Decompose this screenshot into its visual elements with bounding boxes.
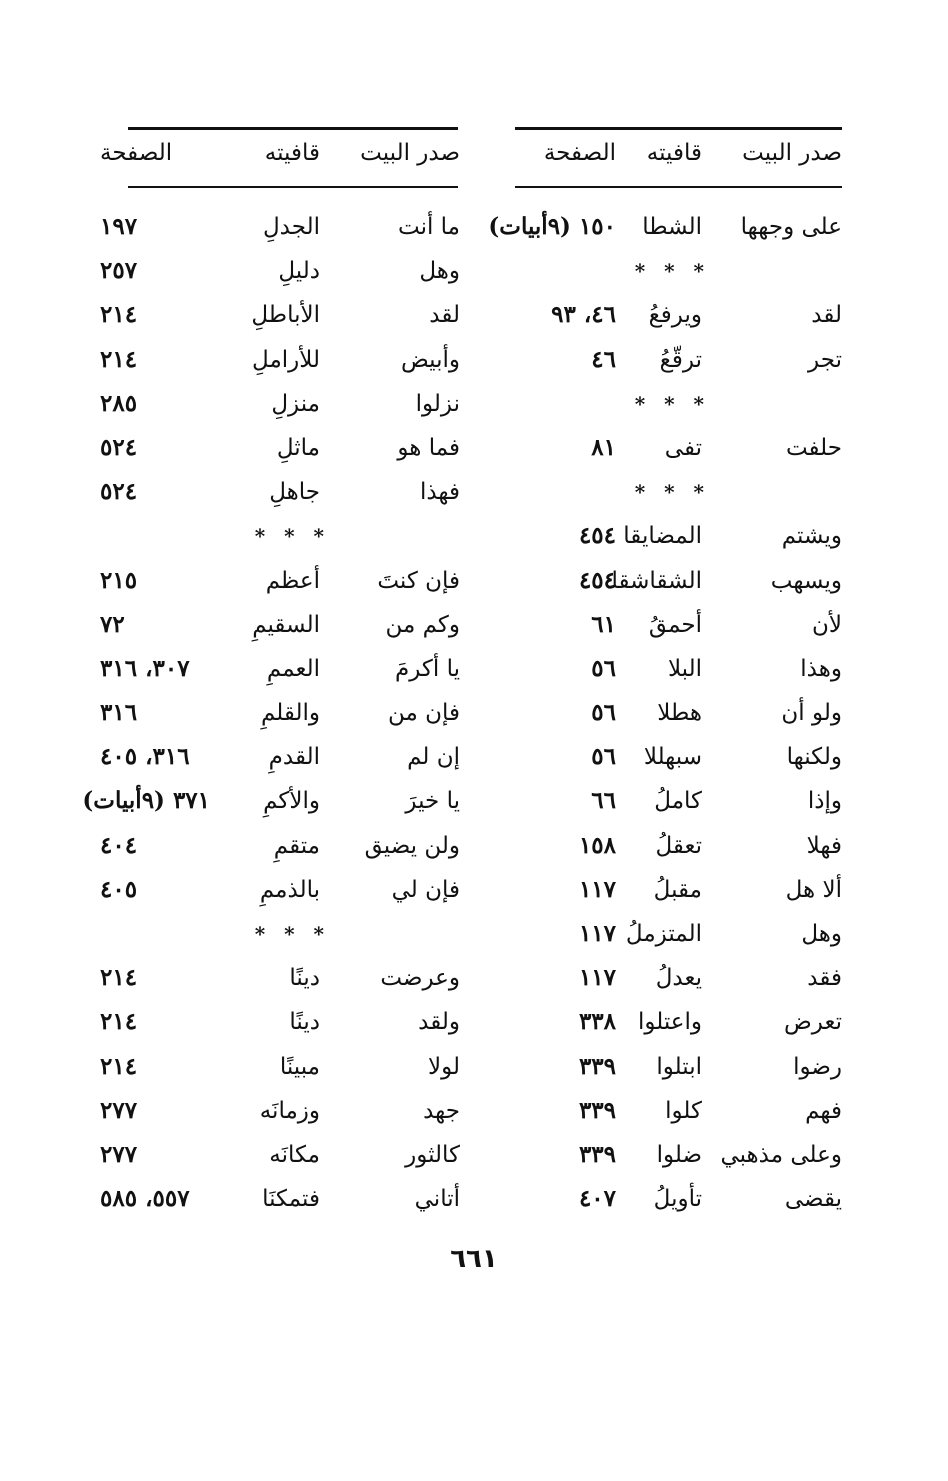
header-bottom-rule [515,186,842,188]
page-ref: ٢٥٧ [100,257,138,285]
page-ref: ١١٧ [578,964,616,992]
table-row [100,387,460,431]
separator-stars: * * * [634,480,710,505]
verse-start: ولكنها [786,744,842,771]
table-row [100,1138,460,1182]
table-row [100,564,460,608]
left-rows [82,210,460,1226]
verse-start: فما هو [397,434,460,461]
verse-start: وإذا [807,788,842,815]
table-row [500,608,850,652]
header-top-rule [128,127,458,130]
verse-start: ولقد [418,1009,460,1036]
page-ref: ٥٦ [591,654,616,682]
verse-start: إن لم [407,744,460,771]
verse-start: ويشتم [781,523,842,550]
table-row [100,1094,460,1138]
table-row [100,1050,460,1094]
rhyme: المتزملُ [625,921,702,947]
page-ref: ٥٢٤ [100,433,138,461]
rhyme: تأويلُ [653,1186,702,1213]
page-ref: ٢١٤ [100,345,138,373]
verse-start: لقد [429,302,460,329]
rhyme: جاهلِ [269,479,320,506]
table-row [100,740,460,784]
page-number: ٦٦١ [450,1244,498,1274]
verse-start: فقد [807,965,842,992]
rhyme: ماثلِ [276,434,320,461]
verse-start: ولن يضيق [364,832,460,859]
rhyme: هطلا [657,700,702,727]
table-row [100,431,460,475]
rhyme: أحمقُ [648,611,702,638]
rhyme: ترقّعُ [659,346,702,373]
page-ref: ٤٥٤ [578,522,616,550]
verse-start: لأن [811,611,842,638]
table-row [500,873,850,917]
rhyme: دينًا [289,965,320,992]
verse-start: يقضى [784,1186,842,1213]
page-ref: ٣١٦، ٤٠٥ [100,743,190,771]
rhyme: يعدلُ [655,965,702,992]
table-row [500,829,850,873]
right-rows [488,210,850,1226]
verse-start: على وجهها [740,214,842,240]
page-ref: ٨١ [591,433,616,461]
table-row [100,961,460,1005]
verse-start: وهذا [800,655,842,682]
page-ref: ١٩٧ [100,213,138,240]
rhyme: كاملُ [654,788,702,815]
rhyme: الشطا [642,214,702,240]
verse-start: وعلى مذهبي [720,1141,842,1168]
header-page: الصفحة [543,140,616,166]
verse-start: وعرضت [380,965,460,992]
table-row [100,1182,460,1226]
left-header [100,136,460,172]
verse-start: وأبيض [400,346,460,373]
page-ref: ٥٢٤ [100,478,138,506]
page-ref: ١٥٨ [578,831,616,859]
page-ref: ٥٦ [591,699,616,727]
rhyme: دينًا [289,1009,320,1036]
table-row [500,961,850,1005]
table-row [500,1094,850,1138]
rhyme: ضلوا [656,1141,702,1168]
page-ref: ٤٠٧ [578,1185,616,1213]
verse-start: فإن لي [391,876,460,903]
page-ref: ٣٣٩ [578,1052,616,1080]
page-ref: ٢١٤ [100,1008,138,1036]
rhyme: أعظم [265,567,320,594]
page-ref: ٢١٤ [100,1052,138,1080]
verse-start: لولا [427,1053,460,1080]
verse-start: ألا هل [785,876,842,903]
verse-start: فإن من [387,700,460,727]
table-row [100,210,460,254]
separator-stars: * * * [634,259,710,284]
rhyme: المضايقا [623,523,702,550]
table-row [500,1182,850,1226]
table-row [500,696,850,740]
table-row [500,298,850,342]
header-bottom-rule [128,186,458,188]
table-row [488,210,850,254]
page-ref: ٦١ [591,610,616,638]
section-separator [115,519,460,563]
table-row [500,917,850,961]
verse-start: أتاني [414,1186,460,1213]
verse-start: يا خيرَ [405,788,460,815]
header-rhyme: قافيته [646,140,702,166]
rhyme: والأكمِ [263,788,320,815]
verse-start: ويسهب [770,567,842,594]
section-separator [500,387,850,431]
verse-start: وهل [419,258,460,285]
page-ref: ٢٨٥ [100,389,138,417]
page-ref: ٦٦ [591,787,616,815]
verse-start: يا أكرمَ [395,655,460,682]
rhyme: تعقلُ [655,832,702,859]
verse-start: فهم [805,1097,842,1124]
verse-start: فهذا [419,479,460,506]
verse-start: لقد [811,302,842,329]
page-ref: ٤٦ [591,345,616,373]
table-row [500,519,850,563]
section-separator [500,254,850,298]
verse-start: تعرض [784,1009,842,1036]
rhyme: مقبلُ [653,876,702,903]
rhyme: للأراملِ [252,346,320,373]
rhyme: منزلِ [271,390,320,417]
rhyme: بالذممِ [259,876,320,903]
rhyme: العممِ [266,655,320,682]
table-row [100,652,460,696]
left-column [82,0,460,1300]
table-row [500,431,850,475]
rhyme: واعتلوا [637,1009,702,1036]
header-verse-start: صدر البيت [742,140,842,166]
page-ref: ٢٧٧ [100,1096,138,1124]
verse-start: وهل [801,921,842,947]
table-row [82,784,460,828]
table-row [500,1138,850,1182]
page-ref: ٥٦ [591,743,616,771]
table-row [100,475,460,519]
table-row [100,873,460,917]
page-ref: ٣٣٩ [578,1140,616,1168]
page-ref: ٧٢ [100,610,125,638]
rhyme: القدمِ [268,744,320,771]
table-row [100,608,460,652]
rhyme: متقمِ [273,832,320,859]
page-ref: ٢١٥ [100,566,138,594]
separator-stars: * * * [254,922,330,946]
table-row [500,564,850,608]
verse-start: فإن كنتَ [377,567,460,594]
rhyme: مبينًا [279,1053,320,1080]
rhyme: الأباطلِ [251,302,320,329]
page-ref: ٢١٤ [100,301,138,329]
rhyme: الجدلِ [262,214,320,240]
rhyme: ابتلوا [656,1053,702,1080]
page-ref: ٤٥٤ [578,566,616,594]
table-row [100,696,460,740]
verse-start: ما أنت [397,214,460,240]
rhyme: البلا [667,655,702,682]
table-row [500,1005,850,1049]
verse-start: رضوا [793,1053,842,1080]
rhyme: السقيمِ [252,611,320,638]
right-header [500,136,850,172]
table-row [100,254,460,298]
verse-start: ولو أن [781,700,842,727]
verse-start: نزلوا [415,390,460,417]
page-ref: ٤٠٥ [100,875,138,903]
page-ref: ٤٠٤ [100,831,138,859]
rhyme: ويرفعُ [648,302,702,329]
page-ref: ٤٦، ٩٣ [551,301,616,329]
page-ref: ١٥٠ (٩أبيات) [488,213,616,240]
verse-start: وكم من [385,611,460,638]
verse-start: كالثور [405,1141,460,1168]
table-row [500,652,850,696]
page-ref: ٢٧٧ [100,1140,138,1168]
right-column [488,0,850,1300]
header-rhyme: قافيته [264,140,320,166]
table-row [500,740,850,784]
rhyme: الشقاشقا [611,567,702,594]
table-row [100,829,460,873]
header-top-rule [515,127,842,130]
separator-stars: * * * [254,524,330,549]
rhyme: مكانَه [269,1141,320,1168]
page-ref: ٣١٦ [100,699,138,727]
verse-start: فهلا [806,832,842,859]
verse-start: جهد [423,1097,460,1124]
page-ref: ٣٧١ (٩أبيات) [82,787,210,815]
table-row [500,784,850,828]
page-ref: ٣٣٩ [578,1096,616,1124]
page-ref: ١١٧ [578,920,616,947]
table-row [500,1050,850,1094]
page-ref: ٥٥٧، ٥٨٥ [100,1185,190,1213]
rhyme: وزمانَه [259,1097,320,1124]
rhyme: والقلمِ [260,700,320,727]
rhyme: دليلِ [278,258,320,285]
rhyme: تفى [664,434,702,461]
table-row [100,298,460,342]
header-verse-start: صدر البيت [360,140,460,166]
rhyme: سبهللا [643,744,702,771]
verse-start: حلفت [785,434,842,461]
table-row [100,1005,460,1049]
page-ref: ٣٣٨ [578,1008,616,1036]
rhyme: فتمكنَا [262,1186,320,1213]
rhyme: كلوا [665,1097,702,1124]
page-ref: ٢١٤ [100,964,138,992]
table-row [100,343,460,387]
page-ref: ٣٠٧، ٣١٦ [100,654,190,682]
page-ref: ١١٧ [578,875,616,903]
verse-start: تجر [808,346,842,373]
table-row [500,343,850,387]
header-page: الصفحة [100,140,173,166]
separator-stars: * * * [634,391,710,416]
section-separator [500,475,850,519]
section-separator [115,917,460,961]
